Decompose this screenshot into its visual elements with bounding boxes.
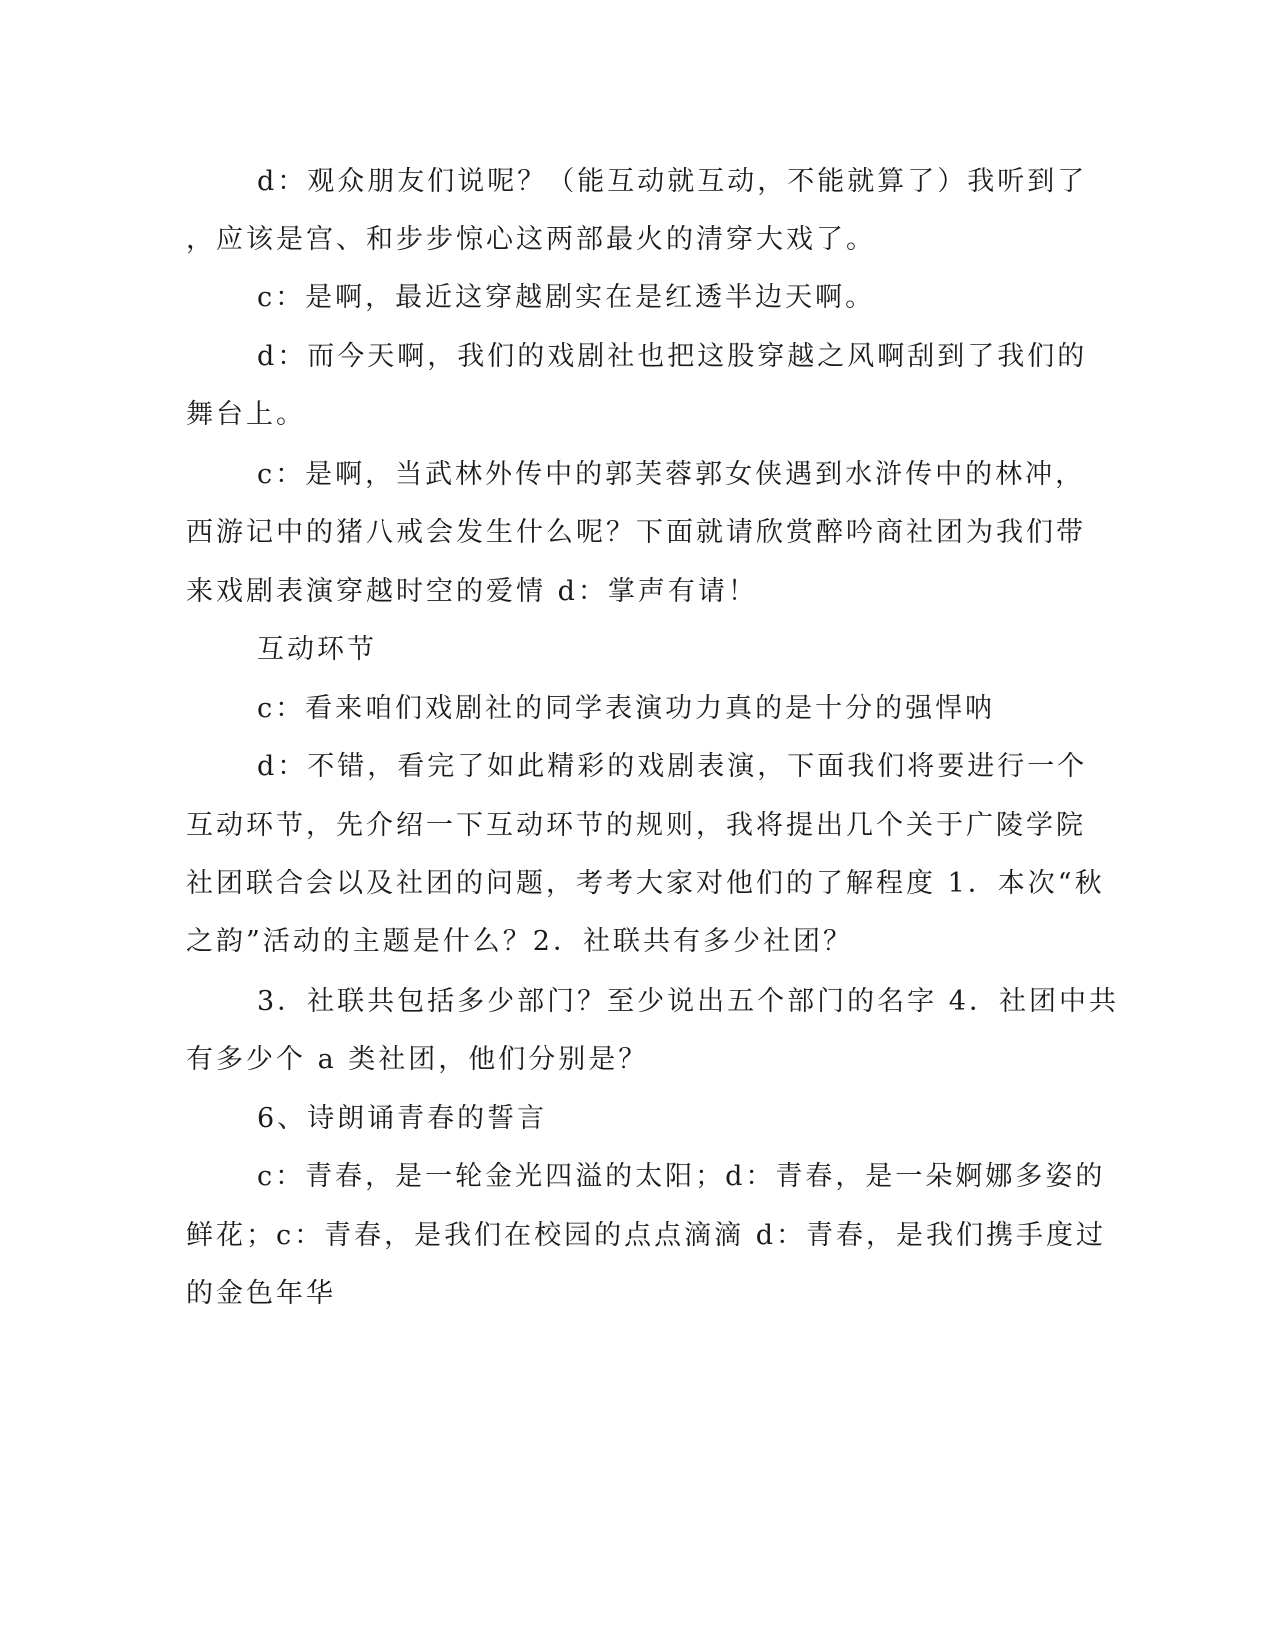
text-line: 鲜花；c：青春，是我们在校园的点点滴滴 d：青春，是我们携手度过 — [186, 1220, 1106, 1251]
text-line: 来戏剧表演穿越时空的爱情 d：掌声有请！ — [186, 576, 758, 607]
text-line: c：是啊，最近这穿越剧实在是红透半边天啊。 — [257, 282, 876, 313]
text-line: 有多少个 a 类社团，他们分别是？ — [186, 1044, 649, 1075]
text-line: d：不错，看完了如此精彩的戏剧表演，下面我们将要进行一个 — [257, 751, 1088, 782]
text-line: c：是啊，当武林外传中的郭芙蓉郭女侠遇到水浒传中的林冲， — [257, 459, 1086, 490]
text-line: d：而今天啊，我们的戏剧社也把这股穿越之风啊刮到了我们的 — [257, 341, 1088, 372]
text-line: c：看来咱们戏剧社的同学表演功力真的是十分的强悍呐 — [257, 693, 996, 724]
section-heading: 6、诗朗诵青春的誓言 — [257, 1103, 548, 1134]
text-line: 之韵”活动的主题是什么？2．社联共有多少社团？ — [186, 926, 853, 957]
text-line: 舞台上。 — [186, 399, 306, 430]
text-line: d：观众朋友们说呢？（能互动就互动，不能就算了）我听到了 — [257, 166, 1088, 197]
text-line: c：青春，是一轮金光四溢的太阳；d：青春，是一朵婀娜多姿的 — [257, 1161, 1106, 1192]
text-line: 互动环节，先介绍一下互动环节的规则，我将提出几个关于广陵学院 — [186, 810, 1086, 841]
text-line: ，应该是宫、和步步惊心这两部最火的清穿大戏了。 — [186, 224, 876, 255]
text-line: 西游记中的猪八戒会发生什么呢？下面就请欣赏醉吟商社团为我们带 — [186, 517, 1086, 548]
text-line: 的金色年华 — [186, 1278, 336, 1309]
text-line: 社团联合会以及社团的问题，考考大家对他们的了解程度 1．本次“秋 — [186, 868, 1105, 899]
section-heading: 互动环节 — [257, 634, 377, 665]
text-line: 3．社联共包括多少部门？至少说出五个部门的名字 4．社团中共 — [257, 986, 1119, 1017]
